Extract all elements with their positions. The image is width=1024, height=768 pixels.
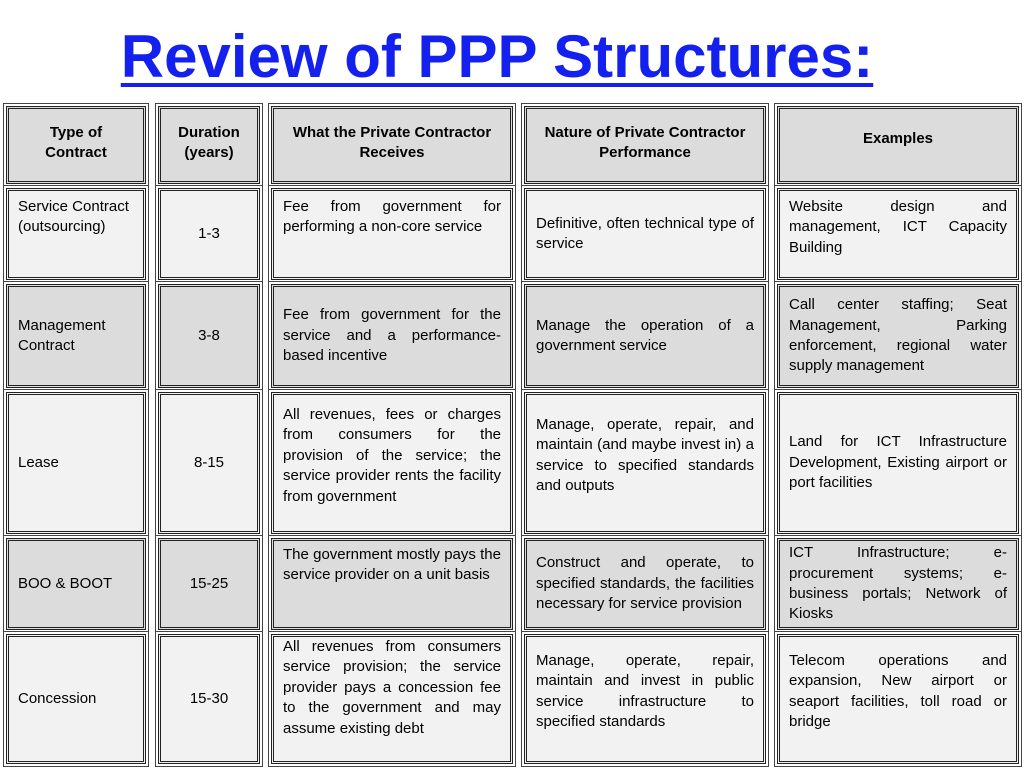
row-1-type: Service Contract (outsourcing) [6,188,146,280]
row-2-receives: Fee from government for the service and a performance-based incentive [271,284,513,388]
row-4-type: BOO & BOOT [6,538,146,630]
row-3-duration: 8-15 [158,392,260,534]
ppp-table [0,100,1024,768]
row-3-type: Lease [6,392,146,534]
row-1-receives: Fee from government for performing a non-core service [271,188,513,280]
row-2-type: Management Contract [6,284,146,388]
row-3-performance: Manage, operate, repair, and maintain (and maybe invest in) a service to specified standards and outputs [524,392,766,534]
row-2-performance: Manage the operation of a government service [524,284,766,388]
header-what-contractor-receives: What the Private Contractor Receives [271,106,513,184]
row-1-duration: 1-3 [158,188,260,280]
header-examples: Examples [777,106,1019,184]
header-nature-of-performance: Nature of Private Contractor Performance [524,106,766,184]
row-1-examples: Website design and management, ICT Capacity Building [777,188,1019,280]
row-3-receives: All revenues, fees or charges from consumers for the provision of the service; the service provider rents the facility from government [271,392,513,534]
row-4-receives: The government mostly pays the service provider on a unit basis [271,538,513,630]
row-4-examples: ICT Infrastructure; e-procurement systems; e-business portals; Network of Kiosks [777,538,1019,630]
row-2-examples: Call center staffing; Seat Management, Parking enforcement, regional water supply management [777,284,1019,388]
row-5-performance: Manage, operate, repair, maintain and invest in public service infrastructure to specified standards [524,634,766,764]
row-2-duration: 3-8 [158,284,260,388]
row-5-duration: 15-30 [158,634,260,764]
slide-title: Review of PPP Structures: [120,23,874,90]
row-1-performance: Definitive, often technical type of service [524,188,766,280]
header-type-of-contract: Type of Contract [6,106,146,184]
row-5-type: Concession [6,634,146,764]
row-3-examples: Land for ICT Infrastructure Development, Existing airport or port facilities [777,392,1019,534]
row-4-performance: Construct and operate, to specified standards, the facilities necessary for service provision [524,538,766,630]
header-duration: Duration (years) [158,106,260,184]
row-5-receives: All revenues from consumers service provision; the service provider pays a concession fee to the government and may assume existing debt [271,634,513,764]
row-5-examples: Telecom operations and expansion, New airport or seaport facilities, toll road or bridge [777,634,1019,764]
row-4-duration: 15-25 [158,538,260,630]
